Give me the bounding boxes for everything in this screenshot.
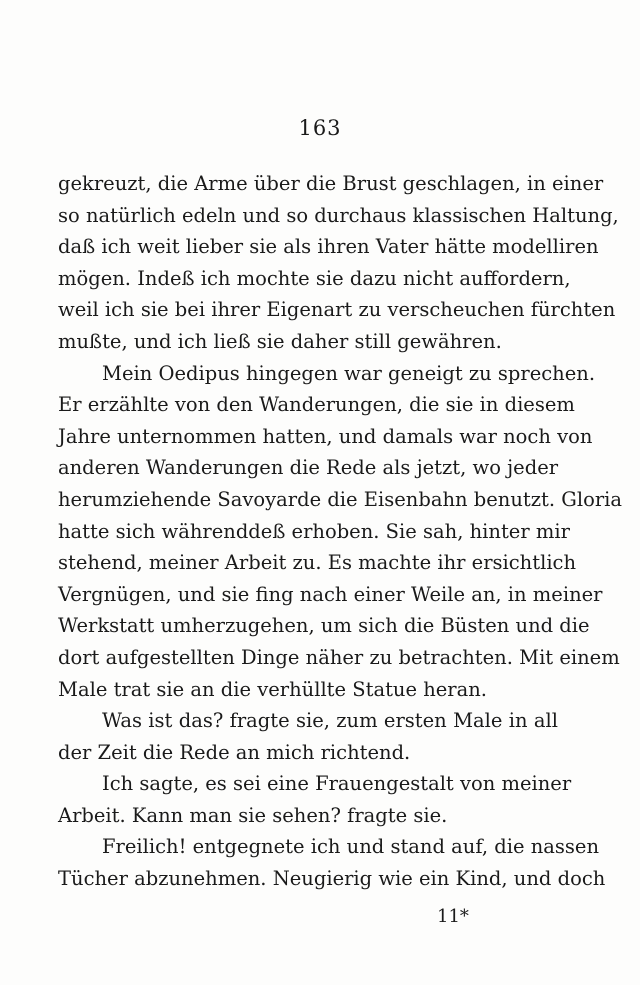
text-line: Vergnügen, und sie fing nach einer Weile an, in meiner xyxy=(58,582,603,606)
text-line: gekreuzt, die Arme über die Brust geschlagen, in einer xyxy=(58,172,604,195)
signature-mark: 11* xyxy=(437,906,469,927)
text-line: Er erzählte von den Wanderungen, die sie in diesem xyxy=(58,393,575,417)
text-line: Freilich! entgegnete ich und stand auf, die nassen xyxy=(102,835,600,859)
text-line: so natürlich edeln und so durchaus klassischen Haltung, xyxy=(58,203,619,227)
text-line: mußte, und ich ließ sie daher still gewähren. xyxy=(58,329,502,353)
text-line: Mein Oedipus hingegen war geneigt zu sprechen. xyxy=(102,361,596,385)
page-number: 163 xyxy=(298,116,342,140)
text-line: herumziehende Savoyarde die Eisenbahn benutzt. Gloria xyxy=(58,487,623,511)
text-line: Jahre unternommen hatten, und damals war noch von xyxy=(58,424,593,448)
body-text xyxy=(58,168,623,895)
text-line: dort aufgestellten Dinge näher zu betrachten. Mit einem xyxy=(58,645,620,669)
text-line: Werkstatt umherzugehen, um sich die Büsten und die xyxy=(58,614,590,638)
text-line: daß ich weit lieber sie als ihren Vater hätte modelliren xyxy=(58,235,599,259)
text-line: hatte sich währenddeß erhoben. Sie sah, hinter mir xyxy=(58,519,570,543)
text-line: Ich sagte, es sei eine Frauengestalt von meiner xyxy=(102,772,572,796)
text-line: mögen. Indeß ich mochte sie dazu nicht auffordern, xyxy=(58,266,571,290)
text-line: der Zeit die Rede an mich richtend. xyxy=(58,740,411,764)
text-line: Tücher abzunehmen. Neugierig wie ein Kind, und doch xyxy=(58,867,606,891)
text-line: anderen Wanderungen die Rede als jetzt, wo jeder xyxy=(58,456,559,480)
text-line: stehend, meiner Arbeit zu. Es machte ihr ersichtlich xyxy=(58,551,577,575)
text-line: Male trat sie an die verhüllte Statue heran. xyxy=(58,677,488,701)
text-line: weil ich sie bei ihrer Eigenart zu verscheuchen fürchten xyxy=(58,298,616,322)
text-line: Arbeit. Kann man sie sehen? fragte sie. xyxy=(58,803,448,827)
text-line: Was ist das? fragte sie, zum ersten Male in all xyxy=(102,709,558,733)
